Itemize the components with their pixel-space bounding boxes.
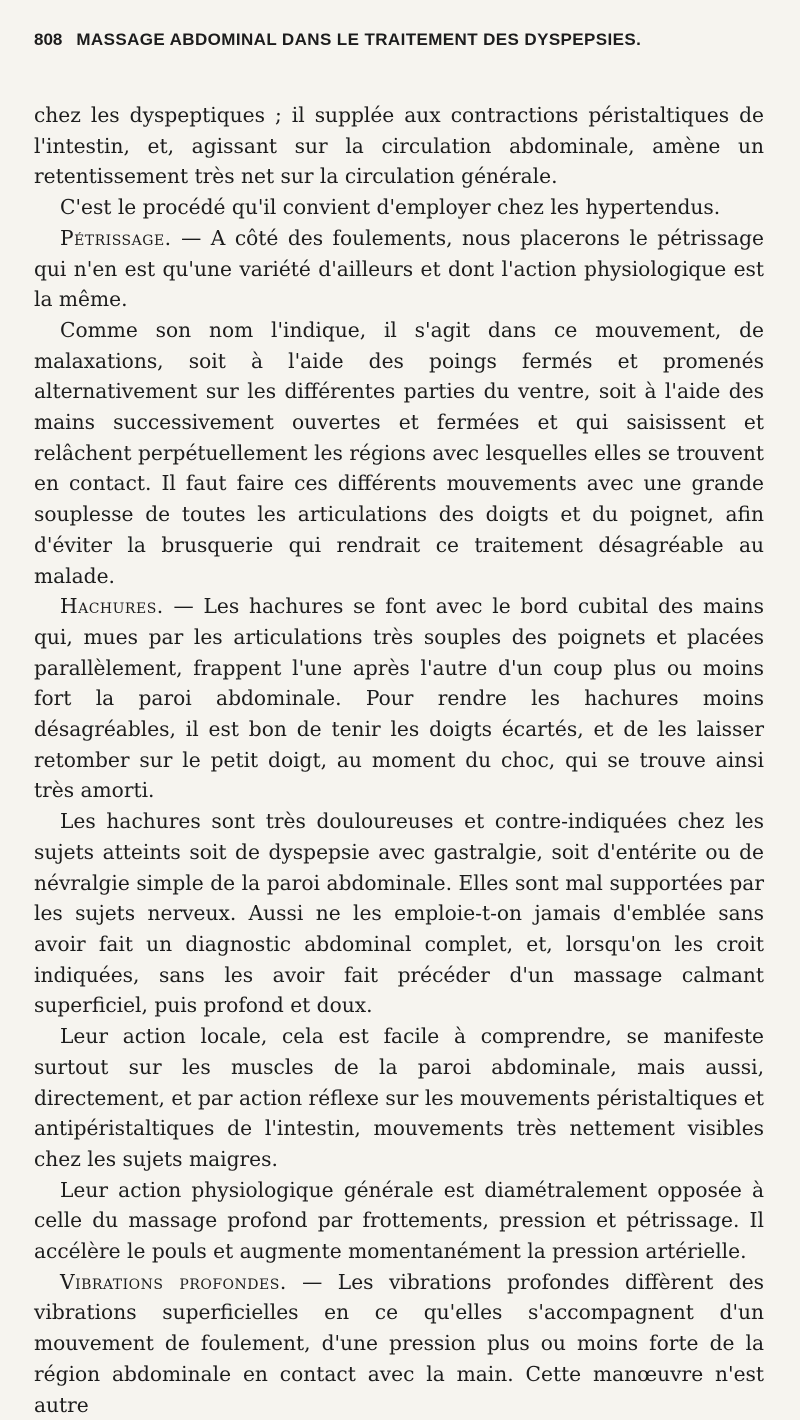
- paragraph: Les hachures sont très douloureuses et contre-indiquées chez les sujets atteints soit de dyspepsie avec gastralgie, soit d'entérite ou de névralgie simple de la paroi abdominale. Elles sont mal supportées par les sujets nerveux. Aussi ne les emploie-t-on jamais d'emblée sans avoir fait un diagnostic abdominal complet, et, lorsqu'on les croit indiquées, sans les avoir fait précéder d'un massage calmant superficiel, puis profond et doux.: [34, 809, 764, 1018]
- page-header: [34, 30, 764, 66]
- paragraph: chez les dyspeptiques ; il supplée aux contractions péristaltiques de l'intestin, et, agissant sur la circulation abdominale, amène un retentissement très net sur la circulation générale.: [34, 103, 764, 189]
- page-number: 808: [34, 30, 63, 49]
- paragraph: Leur action locale, cela est facile à comprendre, se manifeste surtout sur les muscles de la paroi abdominale, mais aussi, directement, et par action réflexe sur les mouvements péristaltiques et antipéristaltiques de l'intestin, mouvements très nettement visibles chez les sujets maigres.: [34, 1024, 764, 1171]
- paragraph: C'est le procédé qu'il convient d'employer chez les hypertendus.: [60, 195, 721, 220]
- paragraph: Pétrissage. — A côté des foulements, nous placerons le pétrissage qui n'en est qu'une variété d'ailleurs et dont l'action physiologique est la même.: [34, 225, 764, 312]
- section-heading: Pétrissage.: [60, 225, 172, 250]
- paragraph: Comme son nom l'indique, il s'agit dans ce mouvement, de malaxations, soit à l'aide des poings fermés et promenés alternativement sur les différentes parties du ventre, soit à l'aide des mains successivement ouvertes et fermées et qui saisissent et relâchent perpétuellement les régions avec lesquelles elles se trouvent en contact. Il faut faire ces différents mouvements avec une grande souplesse de toutes les articulations des doigts et du poignet, afin d'éviter la brusquerie qui rendrait ce traitement désagréable au malade.: [34, 317, 764, 588]
- section-heading: Hachures.: [60, 594, 164, 619]
- running-title: MASSAGE ABDOMINAL DANS LE TRAITEMENT DES DYSPEPSIES.: [76, 30, 642, 49]
- paragraph: Vibrations profondes. — Les vibrations profondes diffèrent des vibrations superficielles en ce qu'elles s'accompagnent d'un mouvement de foulement, d'une pression plus ou moins forte de la région abdominale en contact avec la main. Cette manœuvre n'est autre: [34, 1269, 765, 1417]
- body-text: [34, 100, 764, 1420]
- section-heading: Vibrations profondes.: [60, 1269, 287, 1294]
- paragraph: Leur action physiologique générale est diamétralement opposée à celle du massage profond par frottements, pression et pétrissage. Il accélère le pouls et augmente momentanément la pression artérielle.: [34, 1177, 764, 1264]
- paragraph: Hachures. — Les hachures se font avec le bord cubital des mains qui, mues par les articulations très souples des poignets et placées parallèlement, frappent l'une après l'autre d'un coup plus ou moins fort la paroi abdominale. Pour rendre les hachures moins désagréables, il est bon de tenir les doigts écartés, et de les laisser retomber sur le petit doigt, au moment du choc, qui se trouve ainsi très amorti.: [34, 594, 764, 803]
